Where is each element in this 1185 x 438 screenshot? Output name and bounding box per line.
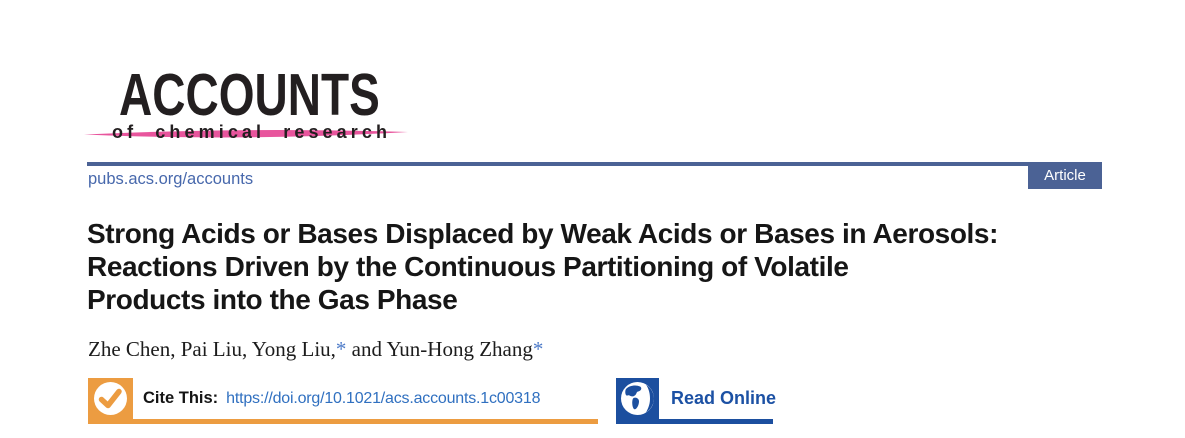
page-title <box>87 217 998 316</box>
read-online-label: Read Online <box>671 388 777 408</box>
read-online-button[interactable] <box>616 378 777 424</box>
cite-content <box>143 378 540 419</box>
author-group-2: and Yun-Hong Zhang <box>346 337 533 361</box>
title-line-2: Reactions Driven by the Continuous Partitioning of Volatile <box>87 251 849 282</box>
journal-logo-subtitle: of chemical research <box>112 122 392 142</box>
title-line-1: Strong Acids or Bases Displaced by Weak Acids or Bases in Aerosols: <box>87 218 998 249</box>
read-online-content <box>671 378 776 419</box>
corresponding-author-asterisk: * <box>335 337 347 361</box>
journal-logo <box>0 0 520 160</box>
read-online-underline <box>616 419 773 424</box>
globe-icon <box>616 378 659 424</box>
journal-site-link[interactable]: pubs.acs.org/accounts <box>88 170 254 188</box>
author-group-1: Zhe Chen, Pai Liu, Yong Liu, <box>88 337 336 361</box>
header-divider-rule <box>87 162 1102 166</box>
cite-this-bar <box>88 378 598 424</box>
title-line-3: Products into the Gas Phase <box>87 284 458 315</box>
doi-link[interactable]: https://doi.org/10.1021/acs.accounts.1c00318 <box>226 389 541 407</box>
cite-this-label: Cite This: <box>143 389 219 407</box>
article-type-badge: Article <box>1028 162 1102 189</box>
corresponding-author-asterisk: * <box>532 337 544 361</box>
check-icon <box>88 378 133 424</box>
journal-logo-title: ACCOUNTS <box>119 62 380 128</box>
cite-underline <box>88 419 598 424</box>
author-list <box>88 337 543 362</box>
